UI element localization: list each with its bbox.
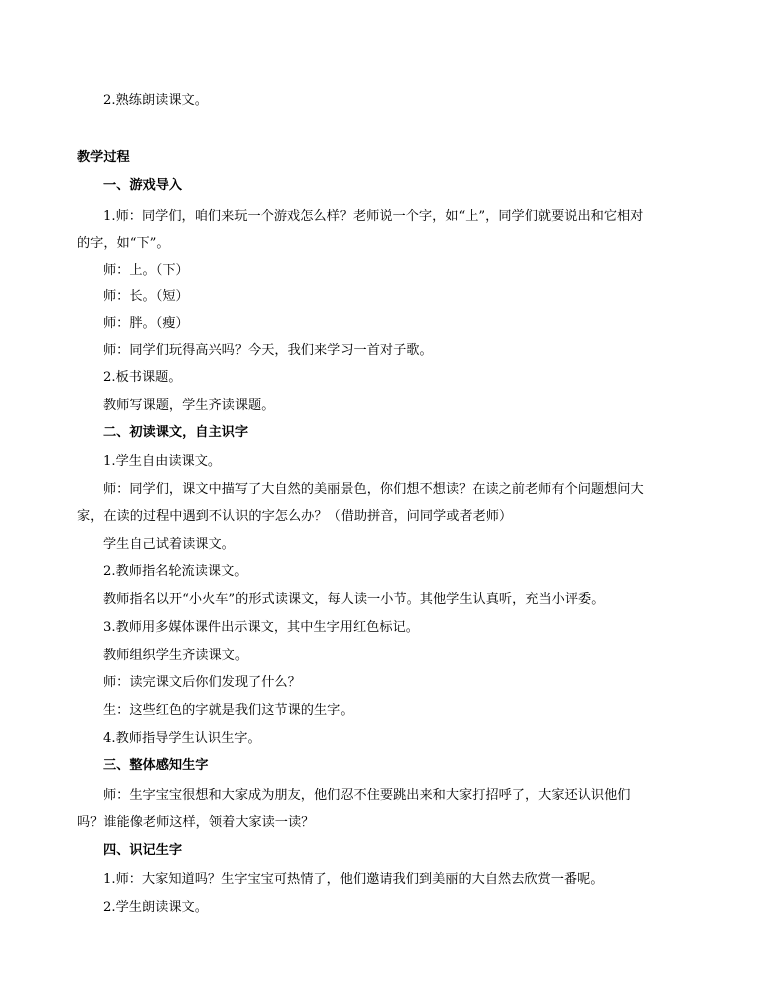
subsection-heading: 一、游戏导入: [103, 178, 183, 193]
paragraph-line: 生：这些红色的字就是我们这节课的生字。: [103, 703, 354, 718]
paragraph-line: 2.板书课题。: [103, 370, 182, 385]
paragraph-line: 2.学生朗读课文。: [103, 900, 208, 915]
paragraph-line: 教师指名以开“小火车”的形式读课文，每人读一小节。其他学生认真听，充当小评委。: [103, 592, 605, 607]
paragraph-line: 3.教师用多媒体课件出示课文，其中生字用红色标记。: [103, 620, 419, 635]
subsection-heading: 三、整体感知生字: [103, 758, 209, 773]
paragraph-line: 学生自己试着读课文。: [103, 537, 235, 552]
paragraph-line: 教师写课题，学生齐读课题。: [103, 398, 275, 413]
paragraph-line: 教师组织学生齐读课文。: [103, 648, 249, 663]
paragraph-line: 师：长。（短）: [103, 289, 189, 304]
paragraph-line: 师：生字宝宝很想和大家成为朋友，他们忍不住要跳出来和大家打招呼了，大家还认识他们: [103, 788, 631, 803]
subsection-heading: 二、初读课文，自主识字: [103, 425, 249, 440]
paragraph-line: 师：同学们，课文中描写了大自然的美丽景色，你们想不想读？在读之前老师有个问题想问大: [103, 482, 644, 497]
paragraph-line: 师：同学们玩得高兴吗？今天，我们来学习一首对子歌。: [103, 343, 433, 358]
paragraph-line: 吗？谁能像老师这样，领着大家读一读？: [77, 815, 315, 830]
paragraph-line: 4.教师指导学生认识生字。: [103, 731, 261, 746]
paragraph-line: 师：读完课文后你们发现了什么？: [103, 675, 301, 690]
paragraph-line: 1.学生自由读课文。: [103, 454, 222, 469]
subsection-heading: 四、识记生字: [103, 843, 183, 858]
paragraph-line: 师：上。（下）: [103, 263, 189, 278]
paragraph-line: 家，在读的过程中遇到不认识的字怎么办？（借助拼音，问同学或者老师）: [77, 509, 513, 524]
section-title: 教学过程: [77, 150, 130, 165]
paragraph-line: 1.师：大家知道吗？生字宝宝可热情了，他们邀请我们到美丽的大自然去欣赏一番呢。: [103, 872, 604, 887]
objective-line: 2.熟练朗读课文。: [103, 93, 208, 108]
paragraph-line: 2.教师指名轮流读课文。: [103, 564, 248, 579]
paragraph-line: 师：胖。（瘦）: [103, 316, 189, 331]
paragraph-line: 1.师：同学们，咱们来玩一个游戏怎么样？老师说一个字，如“上”，同学们就要说出和它相对: [103, 209, 644, 224]
paragraph-line: 的字，如“下”。: [77, 236, 170, 251]
